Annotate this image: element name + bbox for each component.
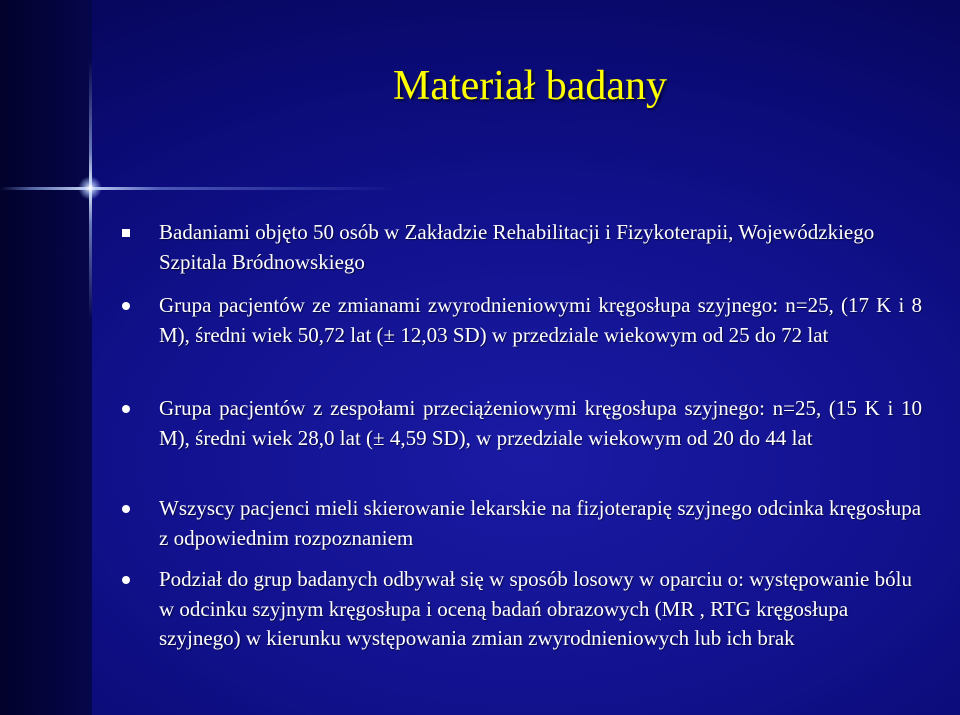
- slide-title: Materiał badany: [392, 63, 668, 109]
- list-item-text: Grupa pacjentów ze zmianami zwyrodnieniowymi kręgosłupa szyjnego: n=25, (17 K i 8 M), średni wiek 50,72 lat (± 12,03 SD) w przedziale wiekowym od 25 do 72 lat: [159, 293, 922, 347]
- list-item-text: Wszyscy pacjenci mieli skierowanie lekarskie na fizjoterapię szyjnego odcinka kręgosłupa z odpowiednim rozpoznaniem: [159, 496, 922, 550]
- list-item-text: Badaniami objęto 50 osób w Zakładzie Rehabilitacji i Fizykoterapii, Wojewódzkiego Szpitala Bródnowskiego: [159, 220, 875, 274]
- round-bullet-icon: [122, 576, 130, 584]
- round-bullet-icon: [122, 405, 130, 413]
- round-bullet-icon: [122, 505, 130, 513]
- round-bullet-icon: [122, 302, 130, 310]
- square-bullet-icon: [122, 229, 130, 237]
- list-item-text: Grupa pacjentów z zespołami przeciążeniowymi kręgosłupa szyjnego: n=25, (15 K i 10 M), średni wiek 28,0 lat (± 4,59 SD), w przedziale wiekowym od 20 do 44 lat: [159, 396, 922, 450]
- list-item-text: Podział do grup badanych odbywał się w sposób losowy w oparciu o: występowanie bólu w odcinku szyjnym kręgosłupa i oceną badań obrazowych (MR , RTG kręgosłupa szyjnego) w kierunku występowania zmian zwyrodnieniowych lub ich brak: [159, 567, 912, 650]
